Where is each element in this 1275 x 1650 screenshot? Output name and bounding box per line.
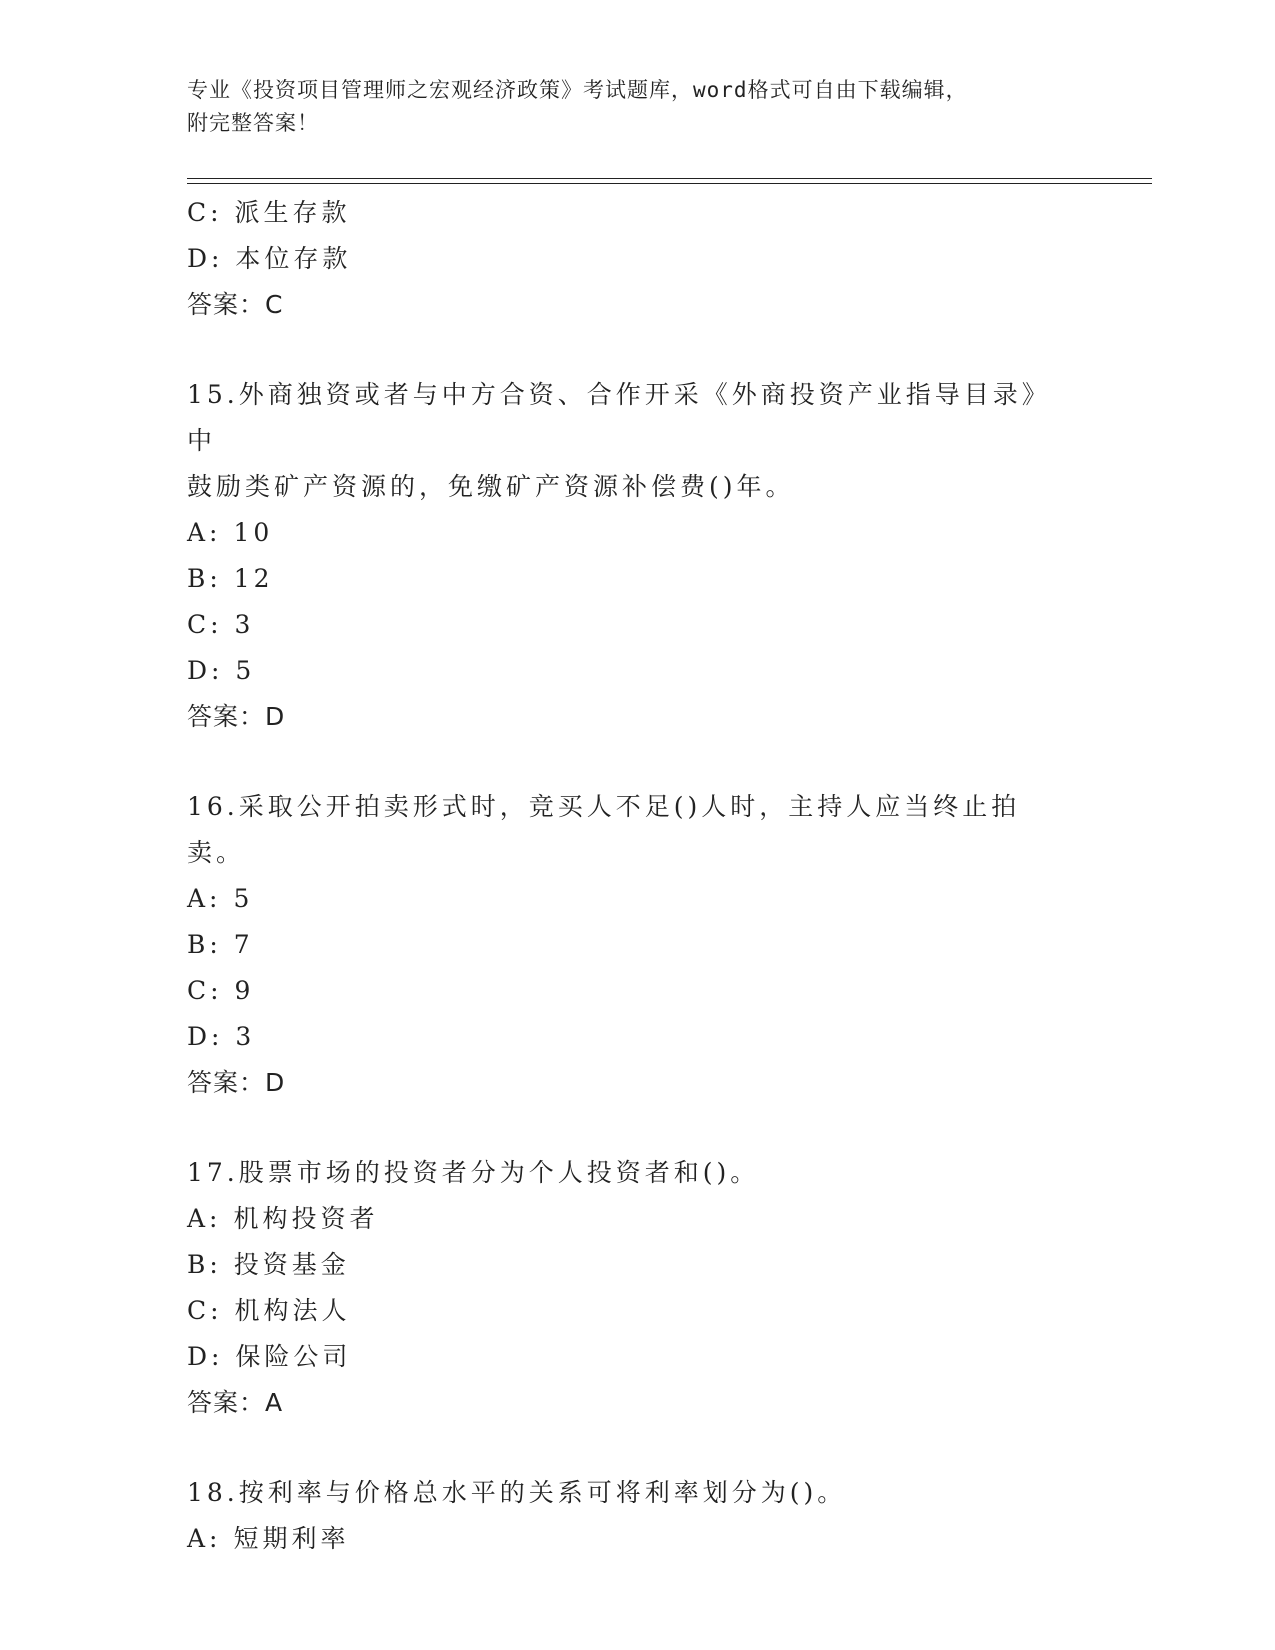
question-stem-line: 17.股票市场的投资者分为个人投资者和()。: [187, 1158, 760, 1187]
option-row: [187, 1334, 1087, 1380]
option-label: B:: [187, 1250, 222, 1279]
question-stem: [187, 372, 1067, 510]
question-partial: [187, 190, 1087, 328]
option-text: 5: [235, 656, 256, 685]
question-stem-line: 16.采取公开拍卖形式时，竞买人不足()人时，主持人应当终止拍卖。: [187, 792, 1021, 867]
option-text: 机构法人: [234, 1296, 351, 1325]
option-label: B:: [187, 564, 222, 593]
option-text: 短期利率: [233, 1524, 350, 1553]
option-text: 3: [235, 1022, 256, 1051]
option-text: 本位存款: [235, 244, 352, 273]
option-row: [187, 968, 1087, 1014]
option-row: [187, 1516, 1087, 1562]
option-text: 机构投资者: [233, 1204, 379, 1233]
option-text: 5: [233, 884, 254, 913]
option-label: A:: [187, 884, 222, 913]
answer-line: 答案：A: [187, 1388, 284, 1417]
header-divider-thick: [187, 178, 1152, 179]
question-stem-line: 鼓励类矿产资源的，免缴矿产资源补偿费()年。: [187, 472, 795, 501]
option-row: [187, 1288, 1087, 1334]
option-text: 10: [233, 518, 274, 547]
option-row: [187, 648, 1087, 694]
option-row: [187, 1014, 1087, 1060]
option-label: C:: [187, 1296, 223, 1325]
option-row: [187, 876, 1087, 922]
option-label: C:: [187, 976, 223, 1005]
document-header: [187, 74, 1067, 140]
option-label: A:: [187, 1524, 222, 1553]
question-stem-line: 15.外商独资或者与中方合资、合作开采《外商投资产业指导目录》中: [187, 380, 1051, 455]
answer-line: 答案：D: [187, 702, 286, 731]
question-list: [187, 190, 1087, 1562]
question-stem-line: 18.按利率与价格总水平的关系可将利率划分为()。: [187, 1478, 847, 1507]
option-text: 12: [233, 564, 274, 593]
option-label: A:: [187, 518, 222, 547]
option-row: [187, 922, 1087, 968]
option-row: [187, 236, 1087, 282]
header-line-1: 专业《投资项目管理师之宏观经济政策》考试题库，word格式可自由下载编辑，: [187, 78, 968, 102]
option-label: A:: [187, 1204, 222, 1233]
header-line-2: 附完整答案！: [187, 111, 319, 135]
option-text: 7: [233, 930, 254, 959]
option-label: D:: [187, 244, 224, 273]
question-16: [187, 784, 1087, 1106]
header-divider-thin: [187, 183, 1152, 184]
question-stem: [187, 1470, 1067, 1516]
option-label: D:: [187, 1022, 224, 1051]
question-stem: [187, 1150, 1067, 1196]
question-15: [187, 372, 1087, 740]
option-text: 派生存款: [234, 198, 351, 227]
option-label: D:: [187, 656, 224, 685]
option-row: [187, 602, 1087, 648]
option-text: 9: [234, 976, 255, 1005]
question-18: [187, 1470, 1087, 1562]
question-17: [187, 1150, 1087, 1426]
answer-line: 答案：D: [187, 1068, 286, 1097]
option-text: 投资基金: [233, 1250, 350, 1279]
option-label: B:: [187, 930, 222, 959]
option-text: 3: [234, 610, 255, 639]
answer-line: 答案：C: [187, 290, 284, 319]
option-text: 保险公司: [235, 1342, 352, 1371]
option-label: C:: [187, 610, 223, 639]
option-row: [187, 556, 1087, 602]
question-stem: [187, 784, 1067, 876]
option-row: [187, 1242, 1087, 1288]
option-row: [187, 510, 1087, 556]
option-label: D:: [187, 1342, 224, 1371]
option-row: [187, 190, 1087, 236]
option-row: [187, 1196, 1087, 1242]
option-label: C:: [187, 198, 223, 227]
